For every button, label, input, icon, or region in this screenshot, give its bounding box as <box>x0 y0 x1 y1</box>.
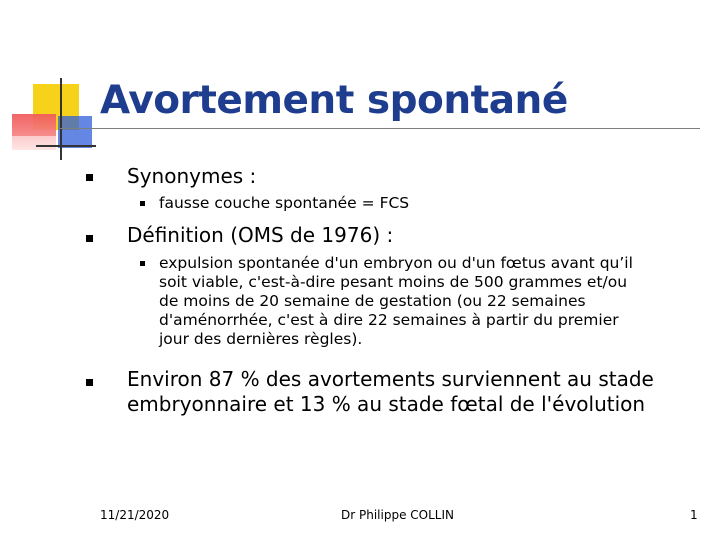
bullet-square-icon <box>86 379 93 386</box>
bullet-square-icon <box>86 235 93 242</box>
footer-page-number: 1 <box>690 508 698 522</box>
environ-line: embryonnaire et 13 % au stade fœtal de l'évolution <box>127 392 646 416</box>
bullet-square-icon <box>86 174 93 181</box>
sub-bullet-square-icon <box>140 261 145 266</box>
deco-blue-square <box>58 116 92 148</box>
sub-bullet-definition-text <box>159 254 633 349</box>
slide-title: Avortement spontané <box>100 78 568 123</box>
definition-line: expulsion spontanée d'un embryon ou d'un fœtus avant qu’il <box>159 254 633 272</box>
definition-line: de moins de 20 semaine de gestation (ou 22 semaines <box>159 292 586 310</box>
footer-date: 11/21/2020 <box>100 508 170 522</box>
definition-line: jour des dernières règles). <box>159 330 363 348</box>
bullet-environ <box>127 367 654 417</box>
environ-line: Environ 87 % des avortements surviennent au stade <box>127 367 654 391</box>
definition-line: soit viable, c'est-à-dire pesant moins de 500 grammes et/ou <box>159 273 628 291</box>
deco-vertical-line <box>60 78 62 160</box>
footer-author: Dr Philippe COLLIN <box>341 508 454 522</box>
bullet-synonymes: Synonymes : <box>127 164 257 188</box>
definition-line: d'aménorrhée, c'est à dire 22 semaines à partir du premier <box>159 311 619 329</box>
bullet-definition: Définition (OMS de 1976) : <box>127 223 394 247</box>
deco-horizontal-line-short <box>36 145 96 147</box>
sub-bullet-square-icon <box>140 201 145 206</box>
title-underline <box>60 128 700 129</box>
sub-bullet-fcs: fausse couche spontanée = FCS <box>159 194 410 212</box>
